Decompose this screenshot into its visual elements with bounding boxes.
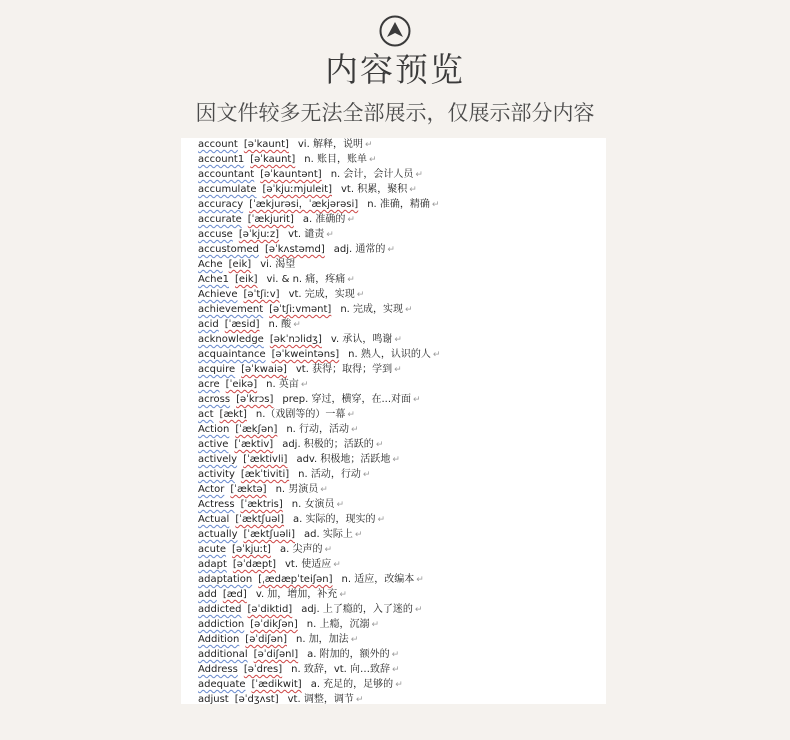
entry-phonetic: [əˈkweintəns] <box>271 349 340 360</box>
entry-definition: n. 准确，精确 <box>367 199 430 210</box>
entry-phonetic: [æd] <box>222 589 247 600</box>
vocab-entry <box>198 212 598 227</box>
entry-phonetic: [əˈkaunt] <box>250 154 296 165</box>
entry-definition: ad. 实际上 <box>304 529 353 540</box>
entry-word: Actor <box>198 484 225 495</box>
document-preview <box>181 138 606 704</box>
vocab-entry <box>198 632 598 647</box>
entry-phonetic: [əˈdʒʌst] <box>234 694 279 704</box>
entry-phonetic: [eik] <box>228 259 252 270</box>
vocab-entry <box>198 138 598 152</box>
paragraph-mark: ↵ <box>336 500 344 510</box>
entry-phonetic: [ˈæktʃuəl] <box>235 514 285 525</box>
entry-word: accuse <box>198 229 233 240</box>
paragraph-mark: ↵ <box>387 245 395 255</box>
paragraph-mark: ↵ <box>371 620 379 630</box>
entry-word: adjust <box>198 694 229 704</box>
paragraph-mark: ↵ <box>375 440 384 450</box>
vocab-entry <box>198 317 598 332</box>
paragraph-mark: ↵ <box>392 455 400 465</box>
entry-word: Ache1 <box>198 274 230 285</box>
paragraph-mark: ↵ <box>350 635 359 645</box>
vocab-entry <box>198 662 598 677</box>
entry-phonetic: [əˈdiktid] <box>247 604 293 615</box>
entry-word: acre <box>198 379 220 390</box>
paragraph-mark: ↵ <box>351 425 359 435</box>
vocab-entry <box>198 362 598 377</box>
entry-word: accountant <box>198 169 255 180</box>
entry-phonetic: [əˈkrɔs] <box>236 394 274 405</box>
entry-phonetic: [əˈdæpt] <box>232 559 277 570</box>
entry-definition: vt. 获得；取得；学到 <box>295 364 393 375</box>
up-arrow-circle-icon <box>379 15 411 47</box>
vocab-entry <box>198 182 598 197</box>
entry-word: Ache <box>198 259 223 270</box>
page-subtitle: 因文件较多无法全部展示，仅展示部分内容 <box>195 101 595 125</box>
entry-word: Address <box>198 664 238 675</box>
entry-definition: adj. 通常的 <box>333 244 386 255</box>
entry-phonetic: [əˈkjuːmjuleit] <box>262 184 332 195</box>
paragraph-mark: ↵ <box>392 665 400 675</box>
entry-definition: n. 账目，账单 <box>304 154 367 165</box>
entry-definition: v. 加，增加，补充 <box>255 589 338 600</box>
entry-word: Addition <box>198 634 240 645</box>
paragraph-mark: ↵ <box>347 275 355 285</box>
paragraph-mark: ↵ <box>347 215 355 225</box>
entry-word: Action <box>198 424 230 435</box>
entry-definition: a. 附加的，额外的 <box>307 649 390 660</box>
entry-word: accustomed <box>198 244 259 255</box>
paragraph-mark: ↵ <box>320 485 328 495</box>
entry-definition: n. 男演员 <box>275 484 319 495</box>
entry-definition: n. 适应，改编本 <box>341 574 415 585</box>
paragraph-mark: ↵ <box>409 185 417 195</box>
entry-definition: vt. 谴责 <box>288 229 325 240</box>
vocab-entry <box>198 557 598 572</box>
entry-definition: vt. 调整，调节 <box>287 694 354 704</box>
entry-word: addiction <box>198 619 245 630</box>
paragraph-mark: ↵ <box>354 530 363 540</box>
vocab-entry <box>198 542 598 557</box>
entry-word: add <box>198 589 217 600</box>
entry-definition: n. 活动，行动 <box>298 469 361 480</box>
entry-phonetic: [ˈædikwit] <box>251 679 302 690</box>
entry-word: accumulate <box>198 184 257 195</box>
entry-word: Actual <box>198 514 230 525</box>
vocab-entry <box>198 197 598 212</box>
entry-word: additional <box>198 649 248 660</box>
entry-definition: n. 熟人，认识的人 <box>348 349 431 360</box>
entry-definition: adj. 积极的；活跃的 <box>282 439 374 450</box>
paragraph-mark: ↵ <box>394 365 402 375</box>
paragraph-mark: ↵ <box>394 335 402 345</box>
entry-definition: vi. 解释，说明 <box>297 139 363 150</box>
entry-definition: adj. 上了瘾的，入了迷的 <box>301 604 413 615</box>
vocab-entry <box>198 407 598 422</box>
paragraph-mark: ↵ <box>356 290 365 300</box>
paragraph-mark: ↵ <box>324 545 332 555</box>
vocab-entry <box>198 587 598 602</box>
entry-word: accuracy <box>198 199 244 210</box>
vocab-entry <box>198 692 598 704</box>
entry-word: account <box>198 139 238 150</box>
entry-definition: a. 尖声的 <box>279 544 323 555</box>
vocab-entry <box>198 527 598 542</box>
paragraph-mark: ↵ <box>347 410 355 420</box>
paragraph-mark: ↵ <box>413 395 421 405</box>
entry-phonetic: [ˈæktivli] <box>243 454 288 465</box>
paragraph-mark: ↵ <box>355 695 364 704</box>
paragraph-mark: ↵ <box>431 200 440 210</box>
entry-phonetic: [əˈdikʃən] <box>250 619 298 630</box>
entry-phonetic: [ˈæktris] <box>240 499 283 510</box>
entry-word: accurate <box>198 214 242 225</box>
vocab-entry <box>198 617 598 632</box>
entry-definition: n. 行动，活动 <box>286 424 350 435</box>
paragraph-mark: ↵ <box>391 650 400 660</box>
entry-phonetic: [ˈæktiv] <box>234 439 274 450</box>
vocab-entry <box>198 467 598 482</box>
paragraph-mark: ↵ <box>416 575 424 585</box>
entry-phonetic: [əˈkjuːz] <box>238 229 280 240</box>
vocab-entry <box>198 167 598 182</box>
entry-word: acid <box>198 319 219 330</box>
entry-word: active <box>198 439 229 450</box>
entry-phonetic: [ˈæsid] <box>224 319 260 330</box>
entry-phonetic: [ækˈtiviti] <box>240 469 290 480</box>
paragraph-mark: ↵ <box>405 305 413 315</box>
entry-definition: a. 充足的，足够的 <box>310 679 394 690</box>
entry-definition: v. 承认，鸣谢 <box>330 334 393 345</box>
paragraph-mark: ↵ <box>339 590 347 600</box>
vocab-entry <box>198 647 598 662</box>
entry-word: addicted <box>198 604 242 615</box>
vocab-entry <box>198 677 598 692</box>
entry-word: acknowledge <box>198 334 264 345</box>
paragraph-mark: ↵ <box>368 155 377 165</box>
entry-word: adapt <box>198 559 227 570</box>
entry-phonetic: [əˈdiʃənl] <box>253 649 299 660</box>
page-title: 内容预览 <box>325 50 465 89</box>
entry-definition: vi. & n. 痛，疼痛 <box>266 274 346 285</box>
entry-definition: n. 致辞，vt. 向…致辞 <box>291 664 391 675</box>
entry-phonetic: [əˈkjuːt] <box>232 544 271 555</box>
vocab-entry <box>198 602 598 617</box>
entry-word: actively <box>198 454 238 465</box>
entry-definition: adv. 积极地；活跃地 <box>296 454 391 465</box>
entry-definition: vt. 使适应 <box>285 559 332 570</box>
entry-phonetic: [əˈdiʃən] <box>245 634 287 645</box>
entry-definition: n. 加，加法 <box>295 634 349 645</box>
vocab-entry <box>198 572 598 587</box>
entry-definition: a. 实际的，现实的 <box>293 514 376 525</box>
paragraph-mark: ↵ <box>362 470 371 480</box>
entry-word: Achieve <box>198 289 238 300</box>
entry-word: Actress <box>198 499 235 510</box>
vocab-entry <box>198 272 598 287</box>
vocabulary-list <box>198 138 598 704</box>
entry-definition: a. 准确的 <box>302 214 346 225</box>
paragraph-mark: ↵ <box>364 140 373 150</box>
vocab-entry <box>198 482 598 497</box>
entry-definition: n. 上瘾，沉溺 <box>306 619 370 630</box>
vocab-entry <box>198 227 598 242</box>
entry-phonetic: [əˈkauntənt] <box>260 169 322 180</box>
entry-word: acquire <box>198 364 236 375</box>
paragraph-mark: ↵ <box>415 170 423 180</box>
entry-phonetic: [ˌædæpˈteiʃən] <box>258 574 333 585</box>
vocab-entry <box>198 332 598 347</box>
paragraph-mark: ↵ <box>300 380 309 390</box>
vocab-entry <box>198 392 598 407</box>
paragraph-mark: ↵ <box>333 560 341 570</box>
entry-word: achievement <box>198 304 264 315</box>
vocab-entry <box>198 152 598 167</box>
entry-word: activity <box>198 469 235 480</box>
paragraph-mark: ↵ <box>414 605 423 615</box>
entry-phonetic: [əkˈnɔlidʒ] <box>269 334 322 345</box>
vocab-entry <box>198 242 598 257</box>
entry-word: account1 <box>198 154 245 165</box>
entry-phonetic: [əˈkwaiə] <box>241 364 287 375</box>
entry-definition: n. 会计，会计人员 <box>330 169 414 180</box>
entry-definition: n. 完成，实现 <box>340 304 404 315</box>
entry-definition: vt. 积累，聚积 <box>341 184 408 195</box>
vocab-entry <box>198 347 598 362</box>
entry-definition: n. 女演员 <box>291 499 335 510</box>
vocab-entry <box>198 437 598 452</box>
entry-definition: n. 英亩 <box>266 379 299 390</box>
entry-word: actually <box>198 529 238 540</box>
entry-phonetic: [əˈkʌstəmd] <box>264 244 325 255</box>
vocab-entry <box>198 377 598 392</box>
vocab-entry <box>198 422 598 437</box>
vocab-entry <box>198 287 598 302</box>
vocab-entry <box>198 302 598 317</box>
paragraph-mark: ↵ <box>293 320 301 330</box>
vocab-entry <box>198 452 598 467</box>
entry-word: act <box>198 409 214 420</box>
entry-word: adaptation <box>198 574 253 585</box>
entry-phonetic: [əˈdres] <box>243 664 283 675</box>
entry-phonetic: [ˈækjurit] <box>247 214 294 225</box>
paragraph-mark: ↵ <box>326 230 334 240</box>
entry-phonetic: [ˈæktə] <box>230 484 267 495</box>
entry-phonetic: [ˈækjurəsi，ˈækjərəsi] <box>249 199 359 210</box>
entry-word: adequate <box>198 679 246 690</box>
entry-definition: vi. 渴望 <box>260 259 296 270</box>
vocab-entry <box>198 512 598 527</box>
entry-definition: prep. 穿过，横穿，在...对面 <box>282 394 412 405</box>
entry-word: across <box>198 394 231 405</box>
entry-word: acute <box>198 544 227 555</box>
vocab-entry <box>198 257 598 272</box>
entry-phonetic: [əˈkaunt] <box>243 139 289 150</box>
entry-phonetic: [əˈtʃiːv] <box>243 289 280 300</box>
entry-word: acquaintance <box>198 349 266 360</box>
entry-definition: n.（戏剧等的）一幕 <box>255 409 346 420</box>
paragraph-mark: ↵ <box>395 680 403 690</box>
entry-phonetic: [ækt] <box>219 409 247 420</box>
vocab-entry <box>198 497 598 512</box>
entry-phonetic: [ˈæktʃuəli] <box>243 529 295 540</box>
entry-phonetic: [əˈtʃiːvmənt] <box>269 304 332 315</box>
entry-definition: n. 酸 <box>268 319 292 330</box>
entry-phonetic: [ˈeikə] <box>225 379 258 390</box>
entry-phonetic: [eik] <box>235 274 258 285</box>
entry-definition: vt. 完成，实现 <box>288 289 355 300</box>
entry-phonetic: [ˈækʃən] <box>235 424 278 435</box>
paragraph-mark: ↵ <box>377 515 386 525</box>
paragraph-mark: ↵ <box>432 350 441 360</box>
